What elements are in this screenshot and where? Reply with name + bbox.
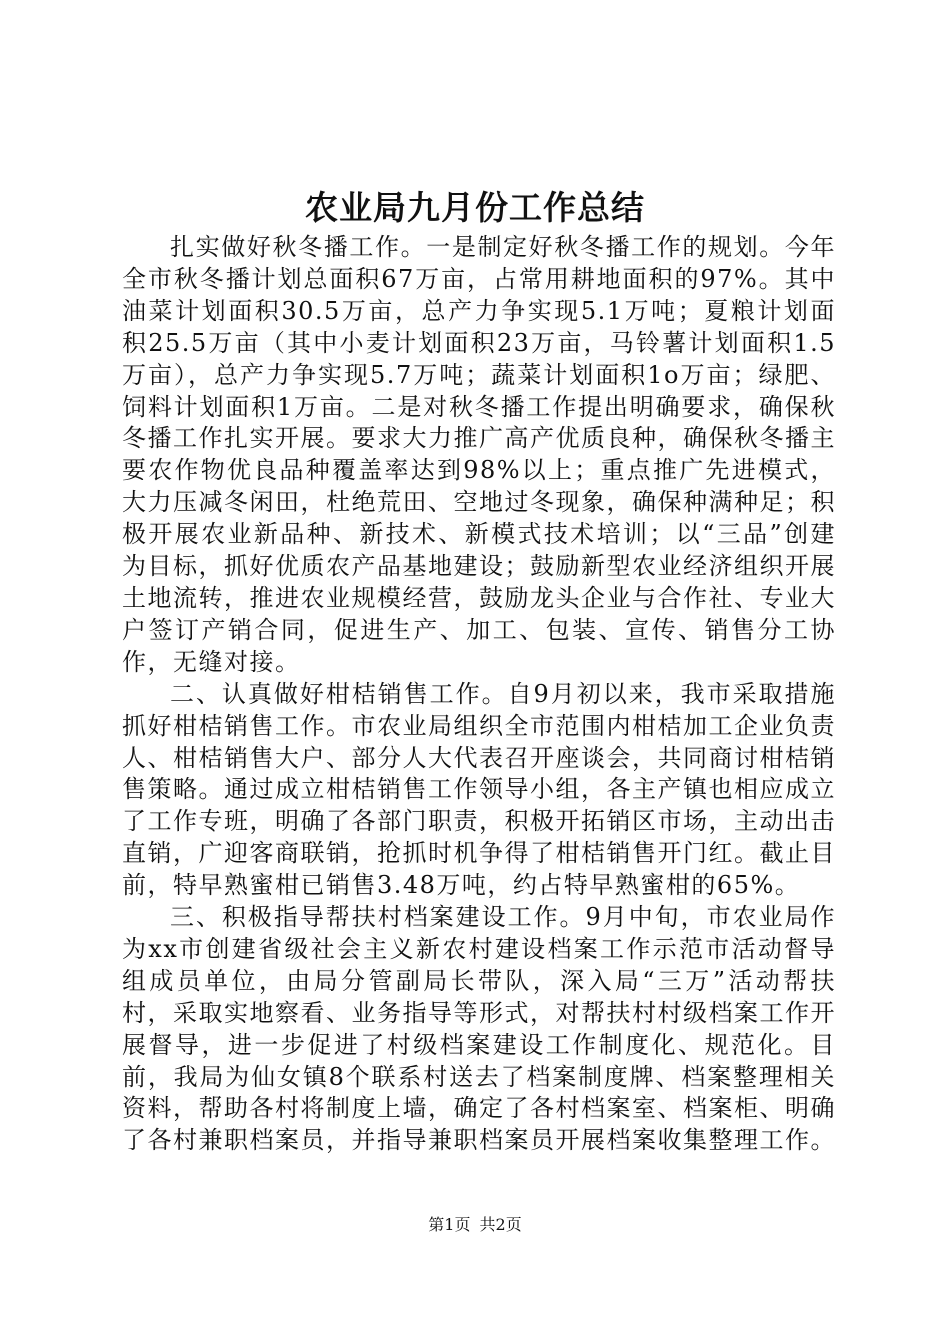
document-body [122,232,836,1157]
document-title: 农业局九月份工作总结 [305,188,645,227]
page-number: 第1页 [428,1215,471,1234]
paragraph-citrus-sales: 二、认真做好柑桔销售工作。自9月初以来，我市采取措施抓好柑桔销售工作。市农业局组织全市范围内柑桔加工企业负责人、柑桔销售大户、部分人大代表召开座谈会，共同商讨柑桔销售策略。通过成立柑桔销售工作领导小组，各主产镇也相应成立了工作专班，明确了各部门职责，积极开拓销区市场，主动出击直销，广迎客商联销，抢抓时机争得了柑桔销售开门红。截止目前，特早熟蜜柑已销售3.48万吨，约占特早熟蜜柑的65%。 [122,679,836,900]
paragraph-village-archives: 三、积极指导帮扶村档案建设工作。9月中旬，市农业局作为xx市创建省级社会主义新农村建设档案工作示范市活动督导组成员单位，由局分管副局长带队，深入局“三万”活动帮扶村，采取实地察看、业务指导等形式，对帮扶村村级档案工作开展督导，进一步促进了村级档案建设工作制度化、规范化。目前，我局为仙女镇8个联系村送去了档案制度牌、档案整理相关资料，帮助各村将制度上墙，确定了各村档案室、档案柜、明确了各村兼职档案员，并指导兼职档案员开展档案收集整理工作。 [122,903,836,1155]
paragraph-autumn-sowing: 扎实做好秋冬播工作。一是制定好秋冬播工作的规划。今年全市秋冬播计划总面积67万亩，占常用耕地面积的97%。其中油菜计划面积30.5万亩，总产力争实现5.1万吨；夏粮计划面积25.5万亩（其中小麦计划面积23万亩，马铃薯计划面积1.5万亩），总产力争实现5.7万吨；蔬菜计划面积1o万亩；绿肥、饲料计划面积1万亩。二是对秋冬播工作提出明确要求，确保秋冬播工作扎实开展。要求大力推广高产优质良种，确保秋冬播主要农作物优良品种覆盖率达到98%以上；重点推广先进模式，大力压减冬闲田，杜绝荒田、空地过冬现象，确保种满种足；积极开展农业新品种、新技术、新模式技术培训；以“三品”创建为目标，抓好优质农产品基地建设；鼓励新型农业经济组织开展土地流转，推进农业规模经营，鼓励龙头企业与合作社、专业大户签订产销合同，促进生产、加工、包装、宣传、销售分工协作，无缝对接。 [122,233,836,676]
page-footer [0,1214,950,1236]
page-total: 共2页 [479,1215,522,1234]
